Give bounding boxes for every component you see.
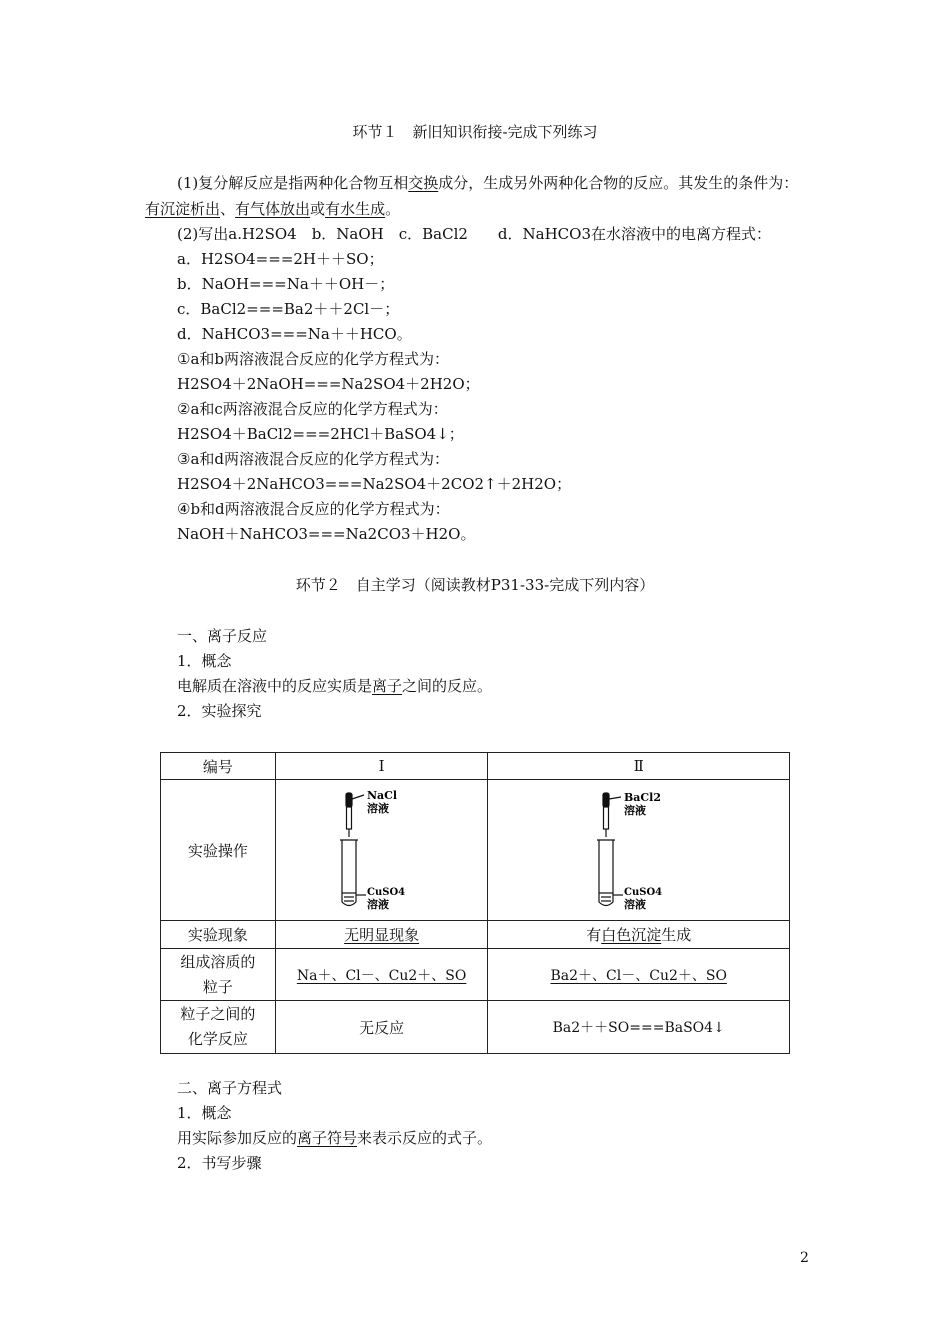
tube1-label-top-1: NaCl	[366, 789, 397, 802]
section2-title: 环节２ 自主学习（阅读教材P31-33-完成下列内容）	[295, 576, 655, 594]
question-2: ②a和c两溶液混合反应的化学方程式为：	[177, 400, 448, 418]
p1-text: (1)复分解反应是指两种化合物互相	[177, 174, 409, 192]
particles-1	[275, 949, 488, 1001]
p1-or: 或	[310, 200, 326, 218]
header-experiment-2: Ⅱ	[488, 753, 790, 780]
subheading-writing-steps: 2．书写步骤	[177, 1154, 262, 1172]
paragraph-2: (2)写出a.H2SO4 b．NaOH c．BaCl2 d．NaHCO3在水溶液中的电离方程式：	[177, 225, 772, 243]
row-label-reaction-line1: 粒子之间的	[180, 1005, 256, 1023]
concept-definition-2	[177, 1128, 492, 1148]
reaction-1: 无反应	[275, 1001, 488, 1054]
table-row	[161, 921, 790, 949]
heading-ionic-equation: 二、离子方程式	[177, 1079, 283, 1097]
definition-text: 电解质在溶液中的反应实质是	[177, 677, 373, 695]
question-1: ①a和b两溶液混合反应的化学方程式为：	[177, 350, 449, 368]
equation-c: c．BaCl2===Ba2＋＋2Cl－；	[177, 300, 400, 318]
section1-title: 环节１ 新旧知识衔接-完成下列练习	[352, 123, 598, 141]
answer-1: H2SO4＋2NaOH===Na2SO4＋2H2O；	[177, 375, 480, 393]
reaction-2: Ba2＋＋SO===BaSO4↓	[488, 1001, 790, 1054]
row-label-phenomenon: 实验现象	[161, 921, 276, 949]
question-4: ④b和d两溶液混合反应的化学方程式为：	[177, 500, 450, 518]
paragraph-1	[145, 170, 810, 222]
experiment-1-diagram	[275, 780, 488, 921]
table-row	[161, 949, 790, 1001]
p1-end: 。	[385, 200, 401, 218]
question-3: ③a和d两溶液混合反应的化学方程式为：	[177, 450, 449, 468]
phenomenon-2-pre: 有	[586, 926, 602, 944]
definition-answer: 离子	[372, 677, 403, 695]
header-experiment-1: Ⅰ	[275, 753, 488, 780]
definition-end: 之间的反应。	[402, 677, 493, 695]
experiment-table	[160, 752, 790, 1054]
page-number: 2	[800, 1250, 809, 1266]
table-row	[161, 1001, 790, 1054]
p1-answer-water: 有水生成	[325, 200, 386, 218]
row-label-reaction	[161, 1001, 276, 1054]
row-label-particles	[161, 949, 276, 1001]
phenomenon-1-answer: 无明显现象	[344, 926, 420, 944]
table-row	[161, 753, 790, 780]
p1-text-mid: 成分，生成另外两种化合物的反应。其发生的条件为：	[438, 174, 799, 192]
equation-d: d．NaHCO3===Na＋＋HCO。	[177, 325, 412, 343]
particles-2-answer: Ba2＋、Cl－、Cu2＋、SO	[550, 967, 727, 984]
equation-a: a．H2SO4===2H＋＋SO；	[177, 250, 384, 268]
row-label-particles-line1: 组成溶质的	[180, 952, 256, 971]
concept-definition	[177, 676, 492, 696]
p1-answer-exchange: 交换	[408, 174, 439, 192]
definition2-end: 来表示反应的式子。	[357, 1129, 493, 1147]
subheading-concept: 1．概念	[177, 652, 232, 670]
p1-answer-precipitate: 有沉淀析出	[145, 200, 221, 218]
p1-answer-gas: 有气体放出	[235, 200, 311, 218]
answer-4: NaOH＋NaHCO3===Na2CO3＋H2O。	[177, 525, 476, 543]
answer-2: H2SO4＋BaCl2===2HCl＋BaSO4↓；	[177, 425, 464, 443]
heading-ionic-reaction: 一、离子反应	[177, 627, 268, 645]
p1-sep: 、	[220, 200, 236, 218]
phenomenon-2-post: 生成	[661, 926, 692, 944]
header-number: 编号	[161, 753, 276, 780]
phenomenon-1	[275, 921, 488, 949]
tube1-label-bottom-1: CuSO4	[366, 887, 405, 898]
particles-2	[488, 949, 790, 1001]
subheading-experiment: 2．实验探究	[177, 702, 262, 720]
row-label-operation: 实验操作	[161, 780, 276, 921]
definition2-text: 用实际参加反应的	[177, 1129, 298, 1147]
experiment-2-diagram	[488, 780, 790, 921]
tube1-label-bottom-2: 溶液	[366, 898, 389, 911]
test-tube-dropper-2	[594, 785, 684, 915]
tube2-label-bottom-1: CuSO4	[623, 887, 662, 898]
subheading-concept-2: 1．概念	[177, 1104, 232, 1122]
row-label-reaction-line2: 化学反应	[187, 1030, 248, 1048]
test-tube-dropper-1	[337, 785, 427, 915]
answer-3: H2SO4＋2NaHCO3===Na2SO4＋2CO2↑＋2H2O；	[177, 475, 572, 493]
phenomenon-2	[488, 921, 790, 949]
definition2-answer: 离子符号	[297, 1129, 358, 1147]
equation-b: b．NaOH===Na＋＋OH－；	[177, 275, 395, 293]
tube2-label-top-2: 溶液	[623, 804, 646, 817]
particles-1-answer: Na＋、Cl－、Cu2＋、SO	[296, 967, 467, 984]
tube2-label-top-1: BaCl2	[623, 791, 661, 804]
tube1-label-top-2: 溶液	[366, 802, 389, 815]
row-label-particles-line2: 粒子	[202, 977, 233, 996]
phenomenon-2-answer: 白色沉淀	[601, 926, 662, 944]
table-row	[161, 780, 790, 921]
tube2-label-bottom-2: 溶液	[623, 898, 646, 911]
